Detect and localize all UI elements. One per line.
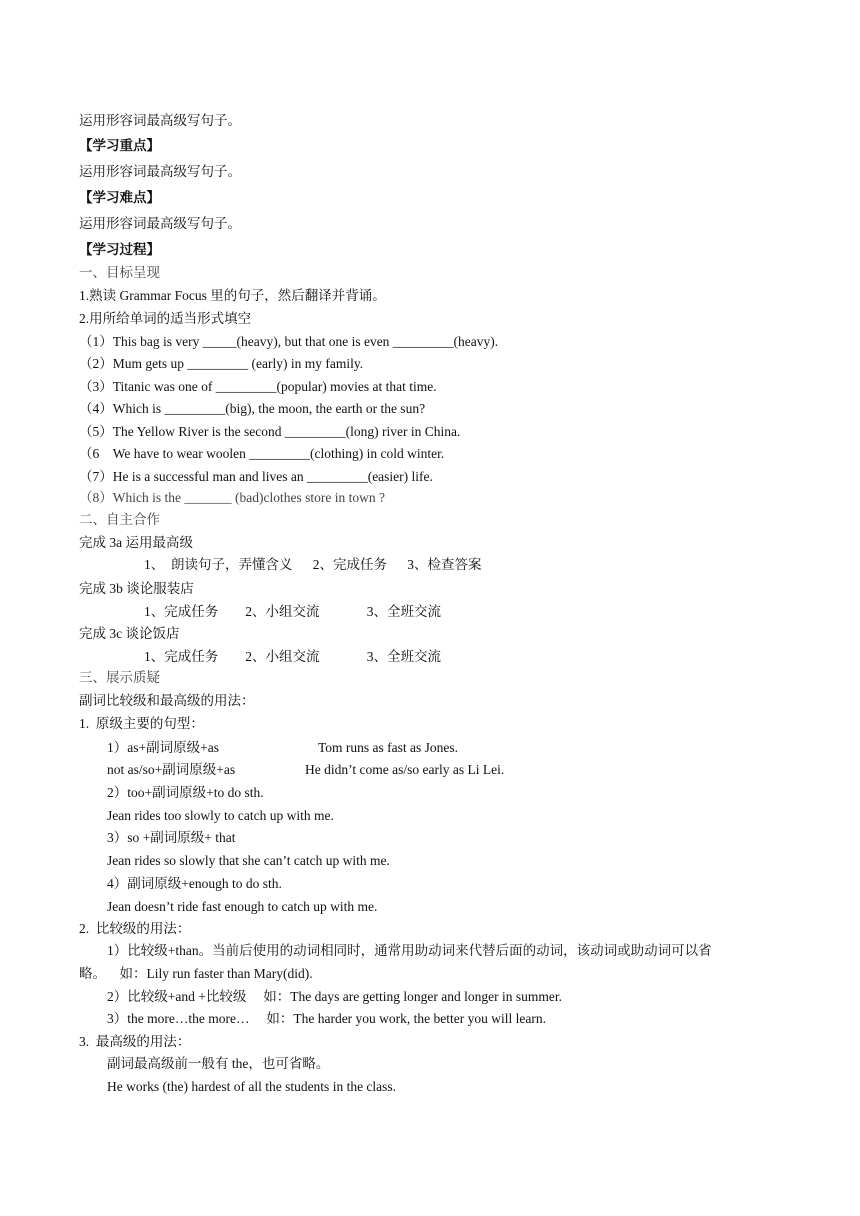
part1-heading: 一、目标呈现	[79, 265, 160, 280]
task-3a-steps: 1、 朗读句子，弄懂含义 2、完成任务 3、检查答案	[144, 557, 482, 572]
rule-not-as-so: not as/so+副词原级+as	[107, 762, 236, 777]
difficult-text: 运用形容词最高级写句子。	[79, 216, 241, 231]
task-3a: 完成 3a 运用最高级	[79, 535, 193, 550]
exercise-6: （6 We have to wear woolen _________(clothing) in cold winter.	[79, 446, 445, 461]
superlative-rule: 副词最高级前一般有 the，也可省略。	[107, 1056, 330, 1071]
exercise-5: （5）The Yellow River is the second _________(long) river in China.	[79, 424, 461, 439]
key-heading: 【学习重点】	[79, 138, 160, 153]
part1-item1: 1.熟读 Grammar Focus 里的句子，然后翻译并背诵。	[79, 288, 386, 303]
exercise-3: （3）Titanic was one of _________(popular) movies at that time.	[79, 379, 437, 394]
task-3b-steps: 1、完成任务 2、小组交流 3、全班交流	[144, 604, 441, 619]
difficult-heading: 【学习难点】	[79, 190, 160, 205]
process-heading: 【学习过程】	[79, 242, 160, 257]
example-as-as: Tom runs as fast as Jones.	[318, 740, 459, 755]
goal-text: 运用形容词最高级写句子。	[79, 113, 241, 128]
section2-heading: 2. 比较级的用法：	[79, 921, 191, 936]
part3-intro: 副词比较级和最高级的用法：	[79, 693, 255, 708]
task-3c: 完成 3c 谈论饭店	[79, 626, 180, 641]
example-enough: Jean doesn’t ride fast enough to catch up with me.	[107, 899, 378, 914]
part2-heading: 二、自主合作	[79, 512, 160, 527]
key-text: 运用形容词最高级写句子。	[79, 164, 241, 179]
task-3c-steps: 1、完成任务 2、小组交流 3、全班交流	[144, 649, 441, 664]
rule-the-more: 3）the more…the more… 如：The harder you work, the better you will learn.	[107, 1011, 547, 1026]
rule-as-as: 1）as+副词原级+as	[107, 740, 219, 755]
exercise-4: （4）Which is _________(big), the moon, the earth or the sun?	[79, 401, 426, 416]
superlative-example: He works (the) hardest of all the students in the class.	[107, 1079, 397, 1094]
example-not-as-so: He didn’t come as/so early as Li Lei.	[305, 762, 505, 777]
example-too-to: Jean rides too slowly to catch up with me.	[107, 808, 334, 823]
exercise-2: （2）Mum gets up _________ (early) in my family.	[79, 356, 364, 371]
rule-than-line2: 略。 如：Lily run faster than Mary(did).	[79, 966, 313, 981]
rule-too-to: 2）too+副词原级+to do sth.	[107, 785, 264, 800]
section3-heading: 3. 最高级的用法：	[79, 1034, 191, 1049]
rule-enough: 4）副词原级+enough to do sth.	[107, 876, 282, 891]
part1-item2: 2.用所给单词的适当形式填空	[79, 311, 252, 326]
exercise-1: （1）This bag is very _____(heavy), but that one is even _________(heavy).	[79, 334, 499, 349]
part3-heading: 三、展示质疑	[79, 670, 160, 685]
exercise-7: （7）He is a successful man and lives an _________(easier) life.	[79, 469, 433, 484]
rule-and-comparative: 2）比较级+and +比较级 如：The days are getting longer and longer in summer.	[107, 989, 563, 1004]
exercise-8: （8）Which is the _______ (bad)clothes store in town ?	[79, 490, 385, 505]
rule-so-that: 3）so +副词原级+ that	[107, 830, 236, 845]
rule-than-line1: 1）比较级+than。当前后使用的动词相同时，通常用助动词来代替后面的动词，该动词或助动词可以省	[107, 943, 712, 958]
section1-heading: 1. 原级主要的句型：	[79, 716, 204, 731]
example-so-that: Jean rides so slowly that she can’t catch up with me.	[107, 853, 390, 868]
task-3b: 完成 3b 谈论服装店	[79, 581, 194, 596]
